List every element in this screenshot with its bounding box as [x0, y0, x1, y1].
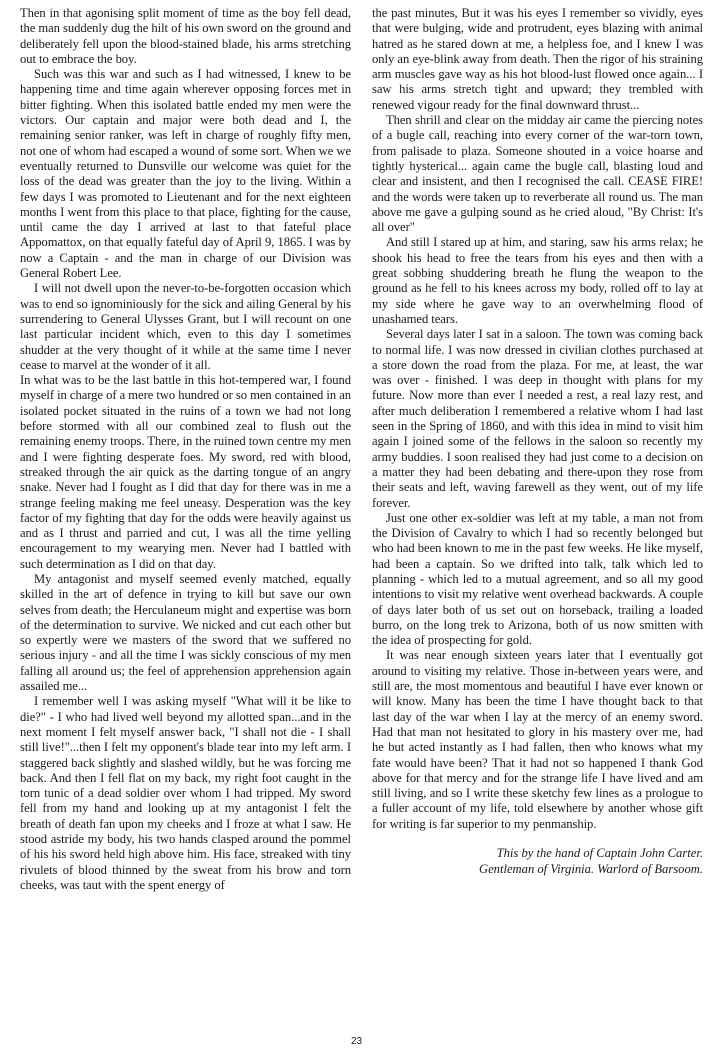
author-signature — [372, 846, 703, 877]
paragraph: I will not dwell upon the never-to-be-forgotten occasion which was to end so ignominiously for the sick and ailing General by his surrendering to General Ulysses Grant, but I will recount on one last particular incident which, even to this day I sometimes shudder at the very thought of it while at the same time I never cease to marvel at the wonder of it all. — [20, 281, 351, 372]
paragraph: Then shrill and clear on the midday air came the piercing notes of a bugle call, reaching into every corner of the war-torn town, from palisade to plaza. Someone shouted in a voice hoarse and tightly hysterical... again came the bugle call, blasting loud and clear and insistent, and then I recognised the call. CEASE FIRE! and the words were taken up to reverberate all round us. The man above me gave a gulping sound as he cried aloud, "By Christ: It's all over" — [372, 113, 703, 235]
paragraph: My antagonist and myself seemed evenly matched, equally skilled in the art of defence in trying to kill but save our own selves from death; the Herculaneum might and expertise was born of the determination to survive. We nicked and cut each other but so expertly were we masters of the sword that we suffered no serious injury - and all the time I was sickly conscious of my men falling all around us; the feel of apprehension apprehension again assailed me... — [20, 571, 351, 694]
text-columns — [20, 6, 703, 1016]
left-column — [20, 6, 351, 1016]
paragraph: Just one other ex-soldier was left at my table, a man not from the Division of Cavalry to which I had so recently belonged but who had been known to me in the past few weeks. He like myself, had been a captain. So we drifted into talk, talk which led to planning - which led to a mutual agreement, and so all my good intentions to visit my relative went overhead backwards. A couple of days later both of us set out on horseback, trailing a loaded burro, on the long trek to Arizona, both of us now smitten with the idea of prospecting for gold. — [372, 510, 703, 648]
paragraph: Then in that agonising split moment of time as the boy fell dead, the man suddenly dug the hilt of his own sword on the ground and deliberately fell upon the blood-stained blade, his arms stretching out to embrace the boy. — [20, 6, 351, 66]
paragraph: And still I stared up at him, and staring, saw his arms relax; he shook his head to free the tears from his eyes and then with a great sobbing shuddering breath he flung the weapon to the ground as he fell to his knees across my body, rolled off to lay at my side where he gave way to an overwhelming flood of unashamed tears. — [372, 235, 703, 326]
signature-line: This by the hand of Captain John Carter. — [496, 846, 703, 861]
right-column — [372, 6, 703, 1016]
paragraph: In what was to be the last battle in this hot-tempered war, I found myself in charge of a mere two hundred or so men contained in an isolated pocket situated in the ruins of a town we had not long before stormed with all our combined zeal to flush out the remaining enemy troops. There, in the ruined town centre my men and I were fighting desperate foes. My sword, red with blood, streaked through the air quick as the darting tongue of an angry snake. Never had I fought as I did that day for there was in me a strange feeling making me feel uneasy. Desperation was the key factor of my fighting that day for the odds were heavily against us and as I thrust and parried and cut, I was all the time yelling encouragement to my wearying men. Never had I battled with such determination as I did on that day. — [20, 373, 351, 571]
paragraph: Such was this war and such as I had witnessed, I knew to be happening time and time again wherever opposing forces met in bitter fighting. When this isolated battle ended my men were the victors. Our captain and major were both dead and I, the remaining senior ranker, was left in charge of roughly fifty men, not one of whom had escaped a wound of some sort. When we we eventually returned to Dunsville our welcome was quiet for the loss of the dead was greater than the joy to the living. Within a few days I was promoted to Lieutenant and for the next eighteen months I went from this place to that place, fighting for the cause, until came the day I arrived at last to that fateful place Appomattox, on that equally fateful day of April 9, 1865. I was by now a Captain - and the man in charge of our Division was General Robert Lee. — [20, 67, 351, 281]
paragraph: I remember well I was asking myself "What will it be like to die?" - I who had lived well beyond my allotted span...and in the next moment I felt myself answer back, "I shall not die - I shall still live!"...then I felt my opponent's blade tear into my left arm. I staggered back slightly and slashed wildly, but he was forcing me back. And then I fell flat on my back, my right foot caught in the torn tunic of a dead soldier over whom I had tripped. My sword fell from my hand and looking up at my antagonist I felt the breath of death fan upon my cheeks and I froze at what I saw. He stood astride my body, his two hands clasped around the pommel of his his sword held high above him. His face, streaked with tiny rivulets of blood thinned by the sweat from his brow and torn cheeks, was taut with the spent energy of — [20, 694, 351, 892]
paragraph: It was near enough sixteen years later that I eventually got around to visiting my relative. Those in-between years were, and still are, the most momentous and beautiful I have ever known or will know. Many has been the time I have thought back to that last day of the war when I lay at the mercy of an enemy sword. Had that man not hesitated to glory in his mastery over me, had he but acted instantly as I had fallen, then who knows what my fate would have been? That it had not so happened I thank God above for that mercy and for the strange life I have lived and am still living, and so I write these sketchy few lines as a prologue to a fuller account of my life, told elsewhere by another whose gift for writing is far superior to my penmanship. — [372, 648, 703, 831]
signature-line: Gentleman of Virginia. Warlord of Barsoom. — [478, 861, 703, 876]
page-number: 23 — [350, 1036, 363, 1047]
paragraph: the past minutes, But it was his eyes I remember so vividly, eyes that were bulging, wide and protrudent, eyes blazing with animal hatred as he stared down at me, a helpless foe, and I knew I was only an eye-blink away from death. Then the rigor of his straining arm muscles gave way as his hot blood-lust flowed once again... I saw his arms stretch tight and upward; they trembled with renewed vigour ready for the final downward thrust... — [372, 6, 703, 112]
paragraph: Several days later I sat in a saloon. The town was coming back to normal life. I was now dressed in civilian clothes purchased at a store down the road from the plaza. For me, at least, the war was over - finished. I was deep in thought with plans for my future. Now more than ever I needed a rest, a real lazy rest, and after much deliberation I remembered a relative whom I had last seen in the Spring of 1860, and with this idea in mind to visit him again I joined some of the fellows in the saloon so recently my army buddies. I soon realised they had just come to a decision on a matter they had been debating and there-upon they rose from their seats and left, waving farewell as they went, out of my life forever. — [372, 327, 703, 510]
